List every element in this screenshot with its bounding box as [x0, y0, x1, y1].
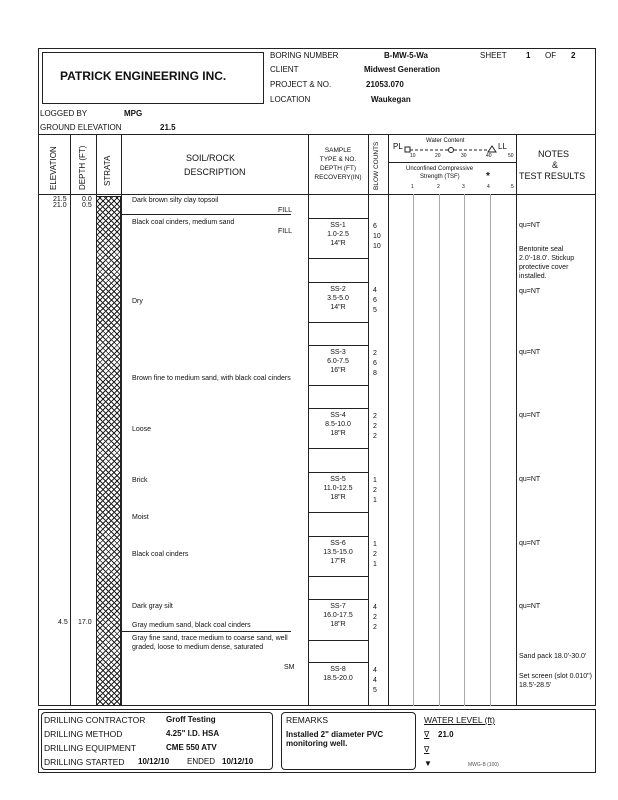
- note-bentonite: Bentonite seal 2.0'-18.0'. Stickup protective cover installed.: [519, 246, 575, 280]
- chart-gridline: [464, 194, 465, 706]
- blow-count: 2: [373, 614, 377, 621]
- ground-elevation-value: 21.5: [160, 123, 176, 132]
- blow-count: 5: [373, 687, 377, 694]
- blow-count: 1: [373, 497, 377, 504]
- sample-recovery: 18"R: [330, 494, 346, 501]
- project-value: 21053.070: [366, 80, 404, 89]
- strata-hatch: [96, 196, 121, 706]
- ucs-label-2: Strength (TSF): [420, 174, 460, 180]
- method-value: 4.25" I.D. HSA: [166, 729, 220, 738]
- soil-description: Brick: [132, 477, 148, 484]
- test-result: qu=NT: [519, 540, 541, 547]
- ended-label: ENDED: [187, 757, 216, 766]
- soil-description: Gray fine sand, trace medium to coarse sand, well graded, loose to medium dense, saturated: [132, 635, 288, 651]
- sample-id: SS-3: [330, 349, 346, 356]
- wc-symbol: [449, 148, 454, 153]
- started-value: 10/12/10: [138, 757, 170, 766]
- test-result: qu=NT: [519, 412, 541, 419]
- method-label: DRILLING METHOD: [44, 729, 123, 739]
- sample-rule: [308, 385, 368, 386]
- water-content-label: Water Content: [426, 138, 465, 144]
- blow-count: 4: [373, 667, 377, 674]
- chart-gridline: [439, 194, 440, 706]
- sample-cell: [308, 472, 368, 502]
- sample-header-4: RECOVERY(IN): [314, 174, 362, 181]
- started-label: DRILLING STARTED: [44, 757, 125, 767]
- ended-value: 10/12/10: [222, 757, 254, 766]
- depth-top: 0.0: [82, 196, 92, 203]
- soil-header-1: SOIL/ROCK: [186, 153, 236, 163]
- sample-rule: [308, 322, 368, 323]
- sample-cell: [308, 408, 368, 438]
- sample-cell: [308, 662, 368, 683]
- sample-depth: 1.0-2.5: [327, 231, 349, 238]
- wc-tick: 10: [410, 153, 416, 159]
- location-label: LOCATION: [270, 95, 311, 104]
- boring-number: B-MW-5-Wa: [384, 51, 428, 60]
- elevation-mid: 4.5: [58, 619, 68, 626]
- blow-count: 6: [373, 223, 377, 230]
- ucs-tick: 1: [411, 184, 414, 190]
- blow-count: 5: [373, 307, 377, 314]
- blow-count: 2: [373, 551, 377, 558]
- sample-cell: [308, 282, 368, 312]
- logged-by-value: MPG: [124, 109, 143, 118]
- sample-cell: [308, 536, 368, 566]
- boring-number-label: BORING NUMBER: [270, 51, 339, 60]
- sheet-total: 2: [571, 51, 576, 60]
- blow-count: 10: [373, 233, 381, 240]
- sample-recovery: 14"R: [330, 240, 346, 247]
- sample-cell: [308, 218, 368, 248]
- soil-description: Brown fine to medium sand, with black coal cinders: [132, 375, 291, 382]
- wc-tick: 40: [486, 153, 492, 159]
- blow-counts: [373, 603, 377, 633]
- col-rule: [388, 134, 389, 706]
- soil-description: Moist: [132, 514, 149, 521]
- blow-count: 4: [373, 604, 377, 611]
- sheet-number: 1: [526, 51, 531, 60]
- water-level-symbol-2: ∇: [424, 745, 430, 754]
- sample-depth: 13.5-15.0: [323, 549, 353, 556]
- ucs-label-1: Unconfined Compressive: [406, 166, 474, 172]
- sample-rule: [308, 258, 368, 259]
- pl-label: PL: [393, 142, 403, 151]
- sample-id: SS-5: [330, 476, 346, 483]
- chart-gridline: [413, 194, 414, 706]
- ground-elevation-label: GROUND ELEVATION: [40, 123, 122, 132]
- note-screen: Set screen (slot 0.010") 18.5'-28.5': [519, 673, 592, 689]
- sample-recovery: 18"R: [330, 621, 346, 628]
- water-level-label: WATER LEVEL (ft): [424, 715, 496, 725]
- sample-header: [308, 146, 368, 182]
- contractor-value: Groff Testing: [166, 715, 216, 724]
- blow-count: 1: [373, 541, 377, 548]
- contractor-label: DRILLING CONTRACTOR: [44, 715, 146, 725]
- sample-cell: [308, 345, 368, 375]
- soil-description: Gray medium sand, black coal cinders: [132, 622, 251, 629]
- blow-count: 4: [373, 677, 377, 684]
- sample-id: SS-6: [330, 540, 346, 547]
- ucs-star-symbol: *: [486, 171, 490, 182]
- sample-recovery: 16"R: [330, 367, 346, 374]
- soil-description: Dark gray silt: [132, 603, 173, 610]
- blow-count: 2: [373, 413, 377, 420]
- soil-description: Dark brown silty clay topsoil: [132, 197, 219, 204]
- water-level-symbol: ∇: [424, 730, 430, 739]
- sample-rule: [308, 512, 368, 513]
- col-rule: [70, 134, 71, 706]
- sample-id: SS-4: [330, 412, 346, 419]
- depth-mid: 17.0: [78, 619, 92, 626]
- test-result: qu=NT: [519, 603, 541, 610]
- blow-count: 2: [373, 433, 377, 440]
- notes-header-3: TEST RESULTS: [519, 171, 586, 181]
- sample-header-3: DEPTH (FT): [319, 165, 357, 172]
- elevation-header: ELEVATION: [49, 146, 58, 190]
- strata-header: STRATA: [103, 155, 112, 186]
- ucs-tick: 4: [487, 184, 490, 190]
- sample-header-2: TYPE & NO.: [319, 156, 357, 163]
- sample-depth: 8.5-10.0: [325, 421, 351, 428]
- client-label: CLIENT: [270, 65, 299, 74]
- soil-description: Loose: [132, 426, 152, 433]
- blow-count: 2: [373, 423, 377, 430]
- col-rule: [368, 134, 369, 706]
- note-sandpack: Sand pack 18.0'-30.0': [519, 653, 587, 660]
- col-rule: [516, 134, 517, 706]
- sample-depth: 16.0-17.5: [323, 612, 353, 619]
- sample-recovery: 14"R: [330, 304, 346, 311]
- project-label: PROJECT & NO.: [270, 80, 332, 89]
- sample-rule: [308, 576, 368, 577]
- ucs-scale: [388, 185, 516, 193]
- sheet-label: SHEET: [480, 51, 507, 60]
- blow-counts-header: BLOW COUNTS: [373, 141, 380, 190]
- blow-counts: [373, 666, 377, 696]
- blow-counts: [373, 286, 377, 316]
- blow-count: 4: [373, 287, 377, 294]
- equipment-value: CME 550 ATV: [166, 743, 217, 752]
- logged-by-label: LOGGED BY: [40, 109, 88, 118]
- usc-code: SM: [284, 664, 295, 671]
- test-result: qu=NT: [519, 222, 541, 229]
- blow-count: 2: [373, 350, 377, 357]
- soil-description: Black coal cinders: [132, 551, 189, 558]
- water-level-symbol-3: ▼: [424, 759, 432, 768]
- equipment-label: DRILLING EQUIPMENT: [44, 743, 137, 753]
- form-code: MWG-B (100): [468, 762, 499, 768]
- strata-boundary: [121, 214, 291, 215]
- sample-depth: 18.5-20.0: [323, 675, 353, 682]
- ucs-tick: 3: [462, 184, 465, 190]
- blow-counts: [373, 222, 381, 252]
- blow-count: 2: [373, 487, 377, 494]
- blow-counts: [373, 349, 377, 379]
- strata-boundary: [121, 631, 291, 632]
- test-result: qu=NT: [519, 288, 541, 295]
- sample-id: SS-1: [330, 222, 346, 229]
- blow-count: 6: [373, 360, 377, 367]
- location-value: Waukegan: [371, 95, 411, 104]
- sample-cell: [308, 599, 368, 629]
- blow-counts: [373, 412, 377, 442]
- remarks-value: Installed 2" diameter PVC monitoring well.: [286, 730, 384, 748]
- ucs-tick: 2: [437, 184, 440, 190]
- sample-recovery: 17"R: [330, 558, 346, 565]
- blow-counts: [373, 540, 377, 570]
- depth-header: DEPTH (FT): [78, 145, 87, 190]
- wc-tick: 50: [508, 153, 514, 159]
- elevation-top: 21.5: [53, 196, 67, 203]
- notes-header-2: &: [552, 160, 559, 170]
- soil-description: Black coal cinders, medium sand: [132, 219, 235, 226]
- sample-recovery: 18"R: [330, 430, 346, 437]
- blow-counts: [373, 476, 377, 506]
- blow-count: 8: [373, 370, 377, 377]
- fill-label: FILL: [278, 228, 293, 235]
- ucs-tick: 5: [511, 184, 514, 190]
- sample-id: SS-7: [330, 603, 346, 610]
- blow-count: 1: [373, 561, 377, 568]
- blow-count: 10: [373, 243, 381, 250]
- sample-depth: 6.0-7.5: [327, 358, 349, 365]
- col-rule: [121, 134, 122, 706]
- sample-id: SS-8: [330, 666, 346, 673]
- fill-label: FILL: [278, 207, 293, 214]
- remarks-label: REMARKS: [286, 715, 329, 725]
- of-label: OF: [545, 51, 557, 60]
- soil-header-2: DESCRIPTION: [184, 167, 246, 177]
- soil-description: Dry: [132, 298, 143, 305]
- elevation-top-2: 21.0: [53, 202, 67, 209]
- sample-id: SS-2: [330, 286, 346, 293]
- company-name: PATRICK ENGINEERING INC.: [60, 69, 227, 83]
- test-result: qu=NT: [519, 349, 541, 356]
- sample-header-1: SAMPLE: [324, 147, 352, 154]
- wc-tick: 30: [461, 153, 467, 159]
- ll-symbol: [488, 146, 496, 152]
- blow-count: 1: [373, 477, 377, 484]
- chart-divider: [388, 162, 516, 163]
- sample-depth: 11.0-12.5: [323, 485, 353, 492]
- ll-label: LL: [498, 142, 507, 151]
- chart-gridline: [490, 194, 491, 706]
- client-value: Midwest Generation: [364, 65, 441, 74]
- sample-depth: 3.5-5.0: [327, 295, 349, 302]
- depth-top-2: 0.5: [82, 202, 92, 209]
- notes-header-1: NOTES: [538, 149, 570, 159]
- sample-rule: [308, 448, 368, 449]
- sample-rule: [308, 640, 368, 641]
- wc-tick: 20: [435, 153, 441, 159]
- pl-symbol: [405, 147, 410, 152]
- blow-count: 6: [373, 297, 377, 304]
- test-result: qu=NT: [519, 476, 541, 483]
- wc-scale: [388, 154, 516, 162]
- water-level-value: 21.0: [438, 730, 454, 739]
- blow-count: 2: [373, 624, 377, 631]
